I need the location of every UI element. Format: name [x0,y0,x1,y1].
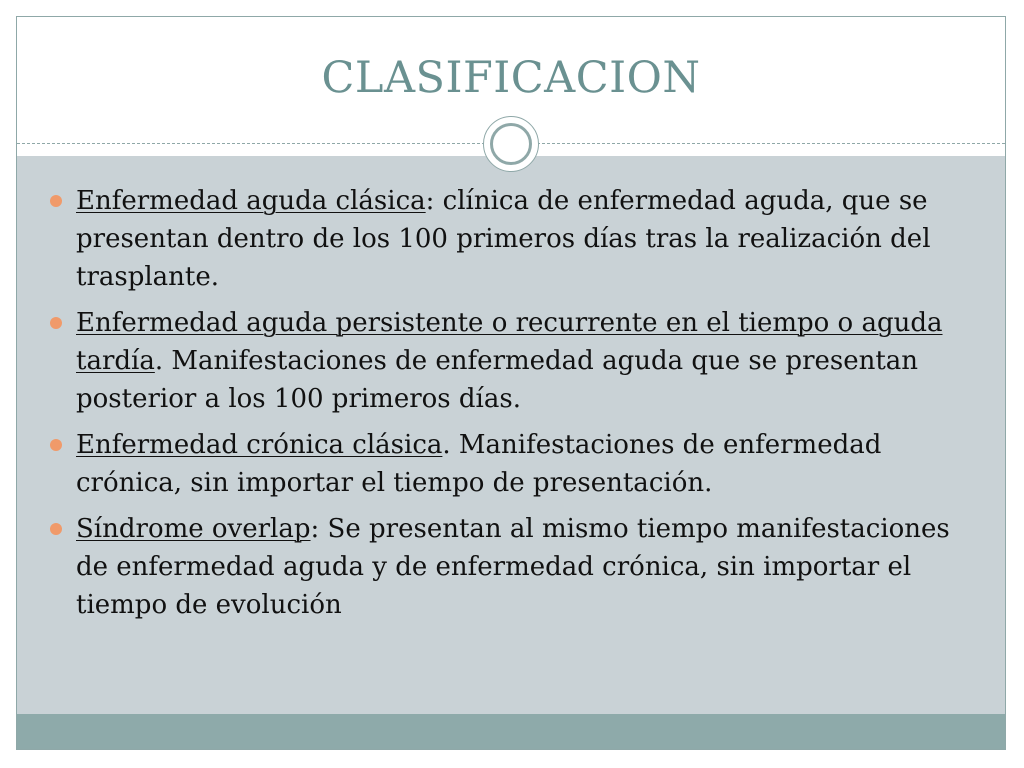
bullet-dot-icon [50,439,62,451]
bullet-term: Enfermedad aguda persistente o recurrente en el tiempo o aguda tardía [76,308,943,376]
bullet-item [17,304,1005,418]
footer-band [17,714,1005,750]
slide [16,16,1006,750]
bullet-text: . Manifestaciones de enfermedad crónica, sin importar el tiempo de presentación. [76,430,882,498]
bullet-item [17,510,1005,624]
bullet-term: Enfermedad crónica clásica [76,430,443,460]
bullet-text: . Manifestaciones de enfermedad aguda que se presentan posterior a los 100 primeros días. [76,346,919,414]
bullet-list [17,182,1005,632]
bullet-term: Síndrome overlap [76,514,311,544]
bullet-dot-icon [50,523,62,535]
bullet-item [17,182,1005,296]
bullet-term: Enfermedad aguda clásica [76,186,426,216]
content-area [17,156,1005,714]
bullet-text: : Se presentan al mismo tiempo manifestaciones de enfermedad aguda y de enfermedad crónica, sin importar el tiempo de evolución [76,514,950,620]
bullet-dot-icon [50,195,62,207]
bullet-text: : clínica de enfermedad aguda, que se presentan dentro de los 100 primeros días tras la realización del trasplante. [76,186,931,292]
circle-ornament-icon [483,116,539,172]
bullet-item [17,426,1005,502]
bullet-dot-icon [50,317,62,329]
slide-title: CLASIFICACION [321,53,701,103]
circle-ornament-inner [490,123,532,165]
